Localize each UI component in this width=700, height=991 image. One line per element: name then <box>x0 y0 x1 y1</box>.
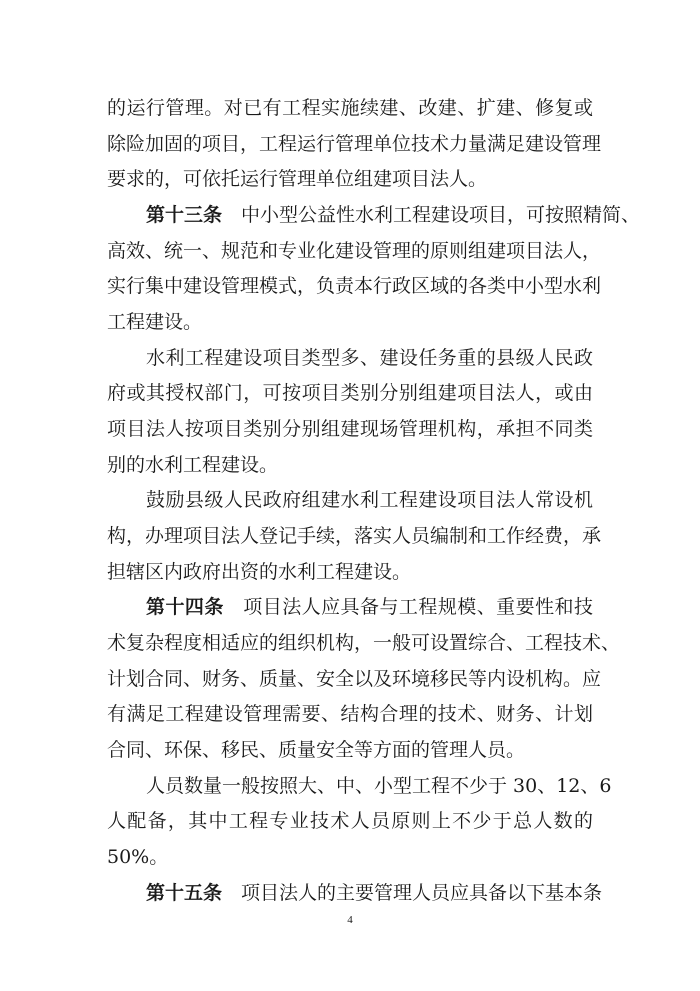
article-14-heading: 第十四条 <box>146 596 224 618</box>
article-13-text: 中小型公益性水利工程建设项目，可按照精简、 <box>241 204 641 226</box>
text-line: 要求的，可依托运行管理单位组建项目法人。 <box>107 168 488 190</box>
text-line: 有满足工程建设管理需要、结构合理的技术、财务、计划 <box>107 703 593 725</box>
text-line: 府或其授权部门，可按项目类别分别组建项目法人，或由 <box>107 382 593 404</box>
text-line: 鼓励县级人民政府组建水利工程建设项目法人常设机 <box>146 489 593 511</box>
article-14-text: 项目法人应具备与工程规模、重要性和技 <box>242 596 593 618</box>
text-line: 术复杂程度相适应的组织机构，一般可设置综合、工程技术、 <box>107 632 621 654</box>
text-line: 除险加固的项目，工程运行管理单位技术力量满足建设管理 <box>107 133 602 155</box>
text-line: 人配备，其中工程专业技术人员原则上不少于总人数的 <box>107 810 593 832</box>
article-15-text: 项目法人的主要管理人员应具备以下基本条 <box>241 882 603 904</box>
article-14-first-line <box>146 595 593 619</box>
text-line: 高效、统一、规范和专业化建设管理的原则组建项目法人， <box>107 240 602 262</box>
text-line: 50%。 <box>107 846 169 868</box>
text-line: 别的水利工程建设。 <box>107 454 279 476</box>
page-number: 4 <box>347 914 353 926</box>
text-line: 项目法人按项目类别分别组建现场管理机构，承担不同类 <box>107 418 593 440</box>
text-line: 合同、环保、移民、质量安全等方面的管理人员。 <box>107 739 526 761</box>
text-line: 构，办理项目法人登记手续，落实人员编制和工作经费，承 <box>107 525 602 547</box>
text-line: 计划合同、财务、质量、安全以及环境移民等内设机构。应 <box>107 668 602 690</box>
article-15-heading: 第十五条 <box>146 882 223 904</box>
text-line: 的运行管理。对已有工程实施续建、改建、扩建、修复或 <box>107 97 593 119</box>
text-line: 担辖区内政府出资的水利工程建设。 <box>107 561 412 583</box>
article-15-first-line <box>146 881 603 905</box>
text-line: 实行集中建设管理模式，负责本行政区域的各类中小型水利 <box>107 275 602 297</box>
text-line: 人员数量一般按照大、中、小型工程不少于 30、12、6 <box>146 775 612 797</box>
text-line: 工程建设。 <box>107 311 203 333</box>
text-line: 水利工程建设项目类型多、建设任务重的县级人民政 <box>146 347 593 369</box>
article-13-first-line <box>146 203 641 227</box>
article-13-heading: 第十三条 <box>146 204 223 226</box>
